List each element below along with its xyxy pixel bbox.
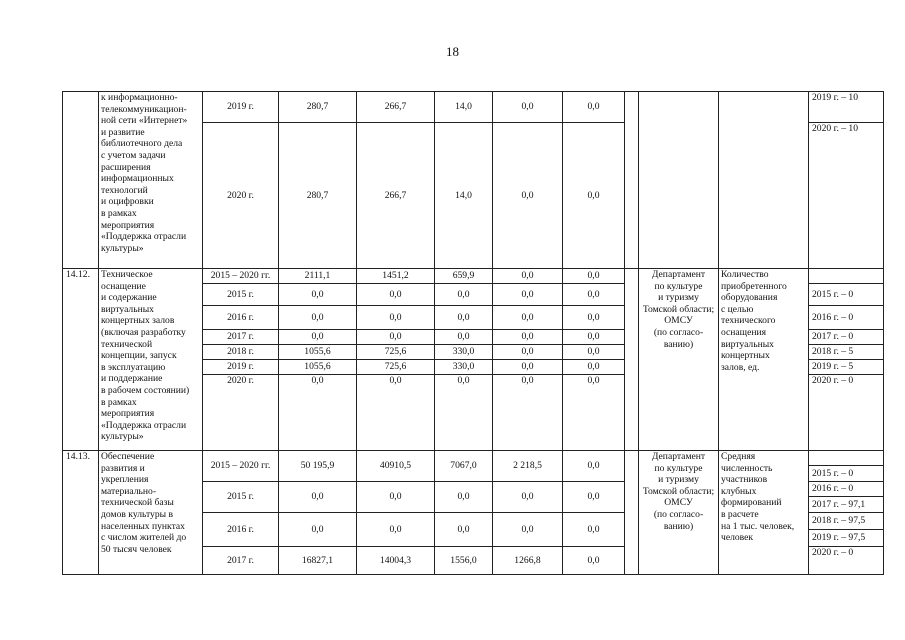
extra-budget-cell: 0,0 [563,284,625,306]
local-cell: 0,0 [493,92,563,123]
indicator-value: 2019 г. – 97,5 [809,530,884,547]
indicator-value: 2015 г. – 0 [809,466,884,482]
item-name [99,451,203,575]
federal-cell: 0,0 [357,513,435,547]
year-cell: 2017 г. [203,330,279,345]
indicator-value: 2018 г. – 5 [809,345,884,360]
table-row [63,269,884,284]
department-cell [639,451,719,575]
extra-budget-cell: 0,0 [563,451,625,482]
year-cell: 2015 – 2020 гг. [203,451,279,482]
extra-budget-cell: 0,0 [563,345,625,360]
regional-cell: 0,0 [435,330,493,345]
local-cell: 1266,8 [493,547,563,575]
year-cell: 2019 г. [203,92,279,123]
year-cell: 2020 г. [203,123,279,269]
total-cell: 0,0 [279,330,357,345]
year-cell: 2015 г. [203,482,279,513]
local-cell: 0,0 [493,345,563,360]
table-row [63,92,884,123]
federal-cell: 1451,2 [357,269,435,284]
federal-cell: 0,0 [357,306,435,330]
indicator-value: 2019 г. – 5 [809,360,884,375]
regional-cell: 14,0 [435,123,493,269]
regional-cell: 330,0 [435,345,493,360]
department-cell [639,269,719,451]
indicator-value: 2015 г. – 0 [809,284,884,306]
federal-cell: 0,0 [357,284,435,306]
regional-cell: 0,0 [435,284,493,306]
local-cell: 0,0 [493,482,563,513]
spacer-cell [625,269,639,451]
local-cell: 0,0 [493,513,563,547]
indicator-name-text: Количество приобретенного оборудования с целью технического оснащения виртуальных концертных залов, ед. [721,269,787,373]
extra-budget-cell: 0,0 [563,482,625,513]
extra-budget-cell: 0,0 [563,123,625,269]
regional-cell: 0,0 [435,306,493,330]
extra-budget-cell: 0,0 [563,269,625,284]
indicator-name-cell [719,92,809,269]
total-cell: 1055,6 [279,360,357,375]
item-name-text: Техническое оснащение и содержание виртуальных концертных залов (включая разработку технической концепции, запуск в эксплуатацию и поддержание в рабочем состоянии) в рамках мероприятия «Поддержка отрасли культуры» [101,269,190,443]
total-cell: 280,7 [279,92,357,123]
indicator-value [809,451,884,466]
department-cell [639,92,719,269]
year-cell: 2020 г. [203,375,279,451]
local-cell: 0,0 [493,123,563,269]
regional-cell: 7067,0 [435,451,493,482]
federal-cell: 0,0 [357,330,435,345]
total-cell: 0,0 [279,482,357,513]
federal-cell: 0,0 [357,375,435,451]
local-cell: 2 218,5 [493,451,563,482]
indicator-value: 2020 г. – 10 [809,123,884,269]
spacer-cell [625,451,639,575]
indicator-value: 2017 г. – 97,1 [809,497,884,513]
indicator-value: 2020 г. – 0 [809,547,884,575]
local-cell: 0,0 [493,360,563,375]
year-cell: 2015 – 2020 гг. [203,269,279,284]
item-name-text: Обеспечение развития и укрепления материально- технической базы домов культуры в населенных пунктах с числом жителей до 50 тысяч человек [101,451,187,555]
year-cell: 2016 г. [203,306,279,330]
total-cell: 0,0 [279,284,357,306]
year-cell: 2017 г. [203,547,279,575]
year-cell: 2015 г. [203,284,279,306]
federal-cell: 725,6 [357,345,435,360]
year-cell: 2016 г. [203,513,279,547]
regional-cell: 330,0 [435,360,493,375]
extra-budget-cell: 0,0 [563,547,625,575]
indicator-name-text: Средняя численность участников клубных формирований в расчете на 1 тыс. человек, человек [721,451,795,544]
department-text: Департамент по культуре и туризму Томской области; ОМСУ (по согласо- ванию) [642,451,715,532]
item-number: 14.13. [63,451,99,575]
item-number [63,92,99,269]
indicator-name-cell [719,269,809,451]
total-cell: 2111,1 [279,269,357,284]
local-cell: 0,0 [493,284,563,306]
regional-cell: 0,0 [435,513,493,547]
indicator-value: 2019 г. – 10 [809,92,884,123]
extra-budget-cell: 0,0 [563,92,625,123]
year-cell: 2018 г. [203,345,279,360]
local-cell: 0,0 [493,269,563,284]
total-cell: 280,7 [279,123,357,269]
extra-budget-cell: 0,0 [563,306,625,330]
regional-cell: 1556,0 [435,547,493,575]
regional-cell: 14,0 [435,92,493,123]
indicator-value: 2016 г. – 0 [809,482,884,497]
total-cell: 0,0 [279,375,357,451]
regional-cell: 0,0 [435,482,493,513]
department-text: Департамент по культуре и туризму Томской области; ОМСУ (по согласо- ванию) [642,269,715,350]
year-cell: 2019 г. [203,360,279,375]
extra-budget-cell: 0,0 [563,360,625,375]
indicator-value: 2018 г. – 97,5 [809,513,884,530]
local-cell: 0,0 [493,330,563,345]
item-name-text: к информационно- телекоммуникацион- ной сети «Интернет» и развитие библиотечного дела с учетом задачи расширения информационных технологий и оцифровки в рамках мероприятия «Поддержка отрасли культуры» [101,92,188,254]
item-number: 14.12. [63,269,99,451]
table-row [63,451,884,466]
indicator-value: 2016 г. – 0 [809,306,884,330]
indicator-name-cell [719,451,809,575]
total-cell: 1055,6 [279,345,357,360]
extra-budget-cell: 0,0 [563,375,625,451]
extra-budget-cell: 0,0 [563,330,625,345]
item-name [99,269,203,451]
federal-cell: 725,6 [357,360,435,375]
federal-cell: 266,7 [357,123,435,269]
indicator-value [809,269,884,284]
federal-cell: 14004,3 [357,547,435,575]
local-cell: 0,0 [493,306,563,330]
total-cell: 16827,1 [279,547,357,575]
federal-cell: 40910,5 [357,451,435,482]
total-cell: 50 195,9 [279,451,357,482]
regional-cell: 0,0 [435,375,493,451]
spacer-cell [625,92,639,269]
federal-cell: 266,7 [357,92,435,123]
page-number: 18 [446,44,459,59]
regional-cell: 659,9 [435,269,493,284]
total-cell: 0,0 [279,513,357,547]
indicator-value: 2020 г. – 0 [809,375,884,451]
local-cell: 0,0 [493,375,563,451]
item-name [99,92,203,269]
program-activities-table [62,91,884,575]
federal-cell: 0,0 [357,482,435,513]
total-cell: 0,0 [279,306,357,330]
indicator-value: 2017 г. – 0 [809,330,884,345]
extra-budget-cell: 0,0 [563,513,625,547]
